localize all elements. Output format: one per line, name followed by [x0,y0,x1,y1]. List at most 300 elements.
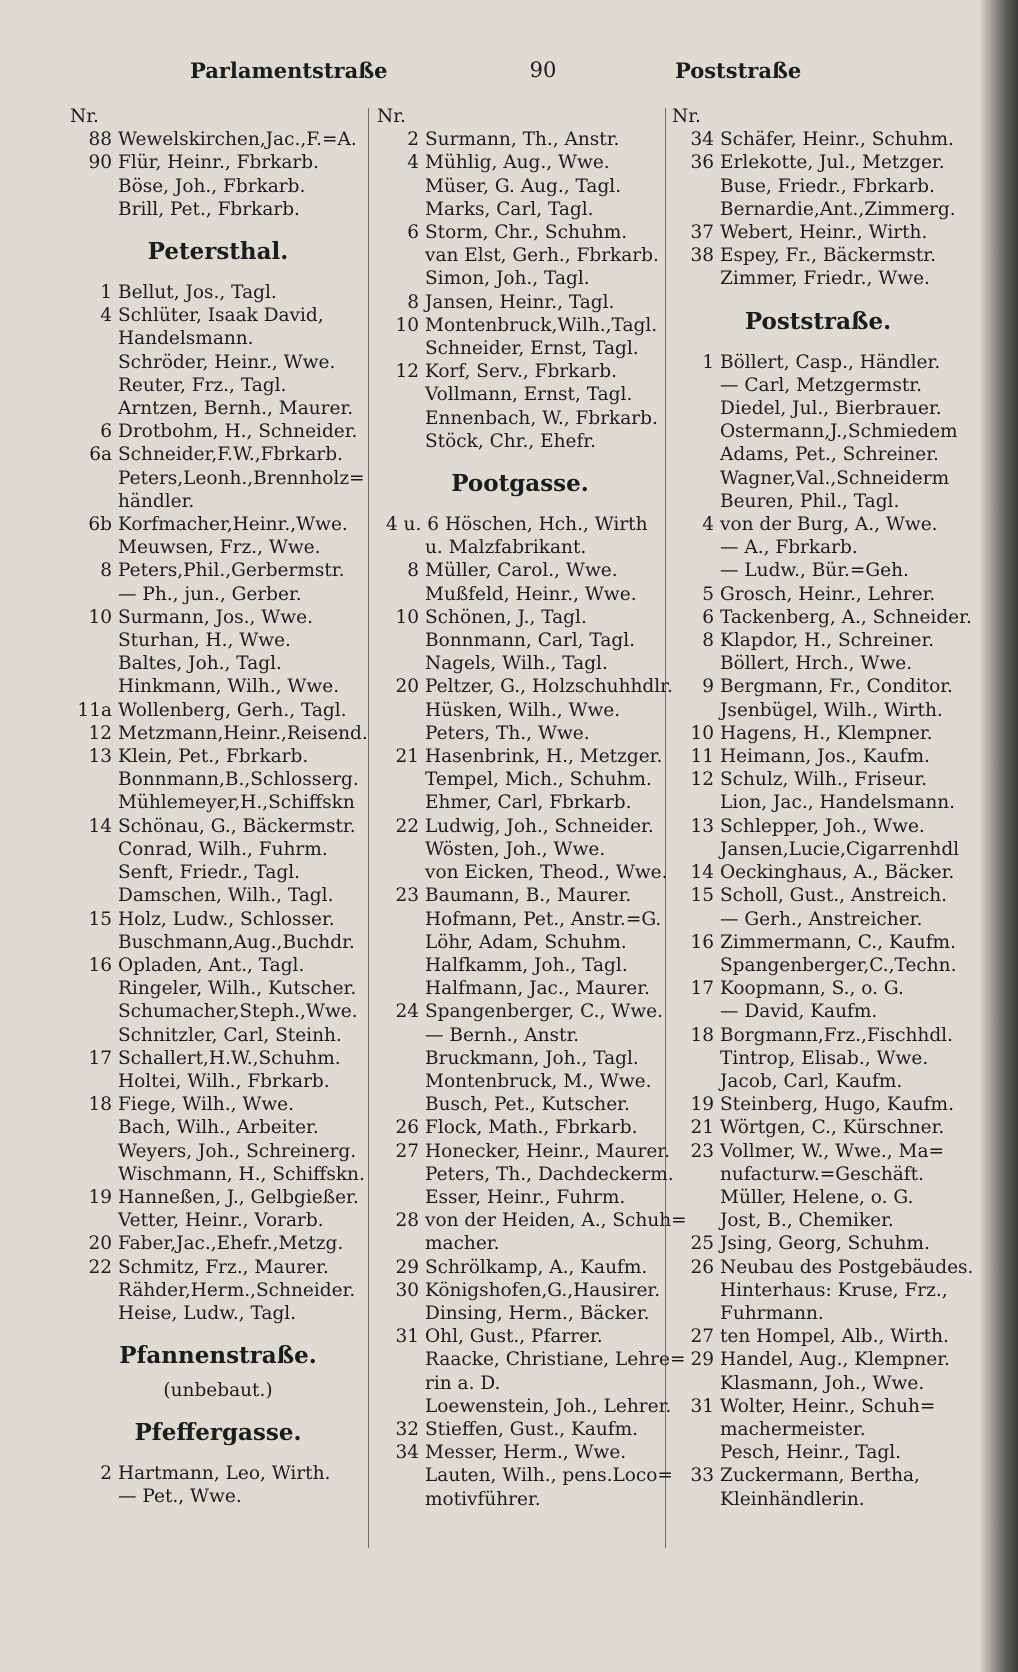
resident-text: — Gerh., Anstreicher. [720,908,923,930]
resident-text: Böllert, Casp., Händler. [720,351,941,373]
resident-text: Diedel, Jul., Bierbrauer. [720,398,942,420]
list-item [670,536,966,559]
list-item [375,360,665,383]
list-item [68,490,368,513]
resident-text: Ehmer, Carl, Fbrkarb. [425,792,632,814]
resident-text: Erlekotte, Jul., Metzger. [720,152,945,174]
list-item [670,1372,966,1395]
resident-text: Müller, Helene, o. G. [720,1186,914,1208]
resident-text: Schmitz, Frz., Maurer. [118,1256,329,1278]
resident-text: Schnitzler, Carl, Steinh. [118,1024,342,1046]
resident-text: Wörtgen, C., Kürschner. [720,1117,945,1139]
resident-text: Buschmann,Aug.,Buchdr. [118,931,355,953]
list-item [670,768,966,791]
resident-text: macher. [425,1233,500,1255]
house-number: 12 [88,722,112,744]
list-item [375,1000,665,1023]
resident-text: Ennenbach, W., Fbrkarb. [425,407,658,429]
list-item [68,768,368,791]
list-item [375,383,665,406]
list-item [670,1395,966,1418]
resident-text: Meuwsen, Frz., Wwe. [118,537,321,559]
resident-text: Adams, Pet., Schreiner. [720,444,939,466]
header-right-street: Poststraße [675,58,802,83]
resident-text: Jsing, Georg, Schuhm. [720,1233,930,1255]
list-item [375,1070,665,1093]
resident-text: Schneider, Ernst, Tagl. [425,338,639,360]
list-item [68,1163,368,1186]
resident-text: Hasenbrink, H., Metzger. [425,746,663,768]
resident-text: Bellut, Jos., Tagl. [118,282,277,304]
house-number: 6b [88,514,112,536]
list-item [670,397,966,420]
list-item [375,1093,665,1116]
resident-text: machermeister. [720,1418,866,1440]
column-divider-2 [665,108,666,1548]
house-number: 4 [407,152,419,174]
list-item [670,1000,966,1023]
resident-text: Mühlemeyer,H.,Schiffskn [118,792,355,814]
list-item [670,1464,966,1487]
resident-text: Rähder,Herm.,Schneider. [118,1279,356,1301]
list-item [68,1093,368,1116]
list-item [375,583,665,606]
resident-text: Schönen, J., Tagl. [425,606,587,628]
resident-text: Peltzer, G., Holzschuhhdlr. [425,676,673,698]
list-item [670,699,966,722]
house-number: 8 [100,560,112,582]
resident-text: Bonnmann, Carl, Tagl. [425,630,636,652]
resident-text: Holtei, Wilh., Fbrkarb. [118,1070,330,1092]
house-number: 19 [690,1094,714,1116]
list-item [670,861,966,884]
list-item [670,1140,966,1163]
resident-text: Schlepper, Joh., Wwe. [720,815,925,837]
resident-text: Baumann, B., Maurer. [425,885,632,907]
house-number: 33 [690,1465,714,1487]
resident-text: Montenbruck, M., Wwe. [425,1070,652,1092]
resident-text: Heimann, Jos., Kaufm. [720,746,930,768]
resident-text: Buse, Friedr., Fbrkarb. [720,175,935,197]
resident-text: Metzmann,Heinr.,Reisend. [118,722,368,744]
house-number: 12 [395,361,419,383]
house-number: 4 [702,514,714,536]
resident-text: Sturhan, H., Wwe. [118,630,291,652]
page-edge-shadow [980,0,1018,1672]
list-item [670,629,966,652]
list-item [375,1348,686,1371]
resident-text: Schönau, G., Bäckermstr. [118,815,356,837]
list-item [375,1116,665,1139]
house-number: 21 [395,746,419,768]
resident-text: Holz, Ludw., Schlosser. [118,908,335,930]
list-item [375,430,665,453]
resident-text: Halfkamm, Joh., Tagl. [425,954,628,976]
resident-text: Surmann, Jos., Wwe. [118,606,313,628]
resident-text: nufacturw.=Geschäft. [720,1163,924,1185]
house-number: 20 [395,676,419,698]
list-item [670,420,966,443]
house-number: 5 [702,583,714,605]
house-number: 23 [395,885,419,907]
entry-list [375,536,687,1511]
list-item [670,1279,966,1302]
entry-list [68,1462,368,1508]
resident-text: Spangenberger,C.,Techn. [720,954,957,976]
resident-text: Hartmann, Leo, Wirth. [118,1463,331,1485]
list-item [68,1140,368,1163]
list-item [670,151,966,174]
resident-text: Hagens, H., Klempner. [720,722,933,744]
resident-text: Schröder, Heinr., Wwe. [118,351,336,373]
list-item [670,1070,966,1093]
resident-text: Jsenbügel, Wilh., Wirth. [720,699,943,721]
resident-text: Wollenberg, Gerh., Tagl. [118,699,347,721]
resident-text: Faber,Jac.,Ehefr.,Metzg. [118,1233,344,1255]
resident-text: Jost, B., Chemiker. [720,1210,894,1232]
list-item [375,745,665,768]
entry-list [670,128,966,290]
resident-text: Ohl, Gust., Pfarrer. [425,1326,603,1348]
house-number: 6 [702,606,714,628]
list-item [375,244,665,267]
resident-text: Flür, Heinr., Fbrkarb. [118,152,319,174]
resident-text: Storm, Chr., Schuhm. [425,222,628,244]
list-item [375,629,665,652]
resident-text: Ludwig, Joh., Schneider. [425,815,654,837]
list-item [68,1462,368,1485]
resident-text: — Carl, Metzgermstr. [720,374,922,396]
resident-text: Montenbruck,Wilh.,Tagl. [425,314,658,336]
list-item [375,198,665,221]
resident-text: Halfmann, Jac., Maurer. [425,978,650,1000]
list-item [375,337,665,360]
house-number: 22 [395,815,419,837]
house-number: 30 [395,1279,419,1301]
house-number: 28 [395,1210,419,1232]
entry-list [68,128,368,221]
list-item [375,652,665,675]
resident-text: Stöck, Chr., Ehefr. [425,430,597,452]
list-item [68,175,368,198]
list-item [375,128,665,151]
list-item [670,175,966,198]
list-item [670,815,966,838]
house-number: 24 [395,1001,419,1023]
house-number: 19 [88,1186,112,1208]
house-number: 2 [100,1463,112,1485]
list-item [68,443,368,466]
resident-text: Pesch, Heinr., Tagl. [720,1442,902,1464]
resident-text: von Eicken, Theod., Wwe. [425,862,668,884]
resident-text: Korf, Serv., Fbrkarb. [425,361,617,383]
house-number: 31 [690,1395,714,1417]
page-header [60,58,965,92]
resident-text: Reuter, Frz., Tagl. [118,374,287,396]
list-item [670,745,966,768]
resident-text: Schulz, Wilh., Friseur. [720,769,928,791]
house-number: 13 [88,746,112,768]
list-item [68,1485,368,1508]
list-item [375,1464,673,1487]
resident-text: Heise, Ludw., Tagl. [118,1302,297,1324]
list-item [670,1348,966,1371]
list-item [68,745,368,768]
resident-text: Scholl, Gust., Anstreich. [720,885,948,907]
resident-text: Böllert, Hrch., Wwe. [720,653,913,675]
resident-text: Korfmacher,Heinr.,Wwe. [118,514,348,536]
resident-text: Jansen,Lucie,Cigarrenhdl [720,838,960,860]
resident-text: Vollmer, W., Wwe., Ma= [720,1140,945,1162]
list-item [670,267,966,290]
resident-text: Wewelskirchen,Jac.,F.=A. [118,129,357,151]
list-item [68,1047,368,1070]
resident-text: von der Heiden, A., Schuh= [425,1210,687,1232]
house-number: 90 [88,152,112,174]
resident-text: Borgmann,Frz.,Fischhdl. [720,1024,953,1046]
resident-text: — Ph., jun., Gerber. [118,583,302,605]
house-number: 10 [690,722,714,744]
list-item [670,1209,966,1232]
list-item [375,1441,665,1464]
house-number: 16 [88,954,112,976]
list-item [670,675,966,698]
list-item [375,1140,670,1163]
list-item [670,1325,966,1348]
resident-text: Wolter, Heinr., Schuh= [720,1395,936,1417]
resident-text: Höschen, Hch., Wirth [445,514,648,536]
section-title-pfeffergasse: Pfeffergasse. [134,1419,302,1447]
list-item [670,1024,966,1047]
resident-text: von der Burg, A., Wwe. [720,514,938,536]
list-item [670,1232,966,1255]
house-number: 1 [100,282,112,304]
list-item [375,1302,665,1325]
list-item [670,977,966,1000]
house-number: 4 u. 6 [385,514,439,536]
list-item [375,931,665,954]
list-item [670,1116,966,1139]
house-number: 10 [88,606,112,628]
list-item [68,1070,368,1093]
list-item [375,221,665,244]
resident-text: händler. [118,490,195,512]
nr-label: Nr. [70,106,99,127]
list-item [68,954,368,977]
section-note: (unbebaut.) [163,1380,273,1402]
house-number: 12 [690,769,714,791]
list-item [670,1441,966,1464]
list-item [670,374,966,397]
resident-text: van Elst, Gerh., Fbrkarb. [425,245,659,267]
list-item [68,304,368,327]
list-item [68,977,368,1000]
list-item [670,351,966,374]
resident-text: Ringeler, Wilh., Kutscher. [118,978,357,1000]
resident-text: Conrad, Wilh., Fuhrm. [118,838,328,860]
list-item [375,536,665,559]
list-item [375,675,673,698]
list-item [375,768,665,791]
list-item [375,791,665,814]
house-number: 27 [690,1326,714,1348]
list-item [375,815,665,838]
resident-text: Esser, Heinr., Fuhrm. [425,1186,626,1208]
resident-text: Weyers, Joh., Schreinerg. [118,1140,357,1162]
list-item [375,1256,665,1279]
house-number: 25 [690,1233,714,1255]
list-item [375,1488,665,1511]
list-item [670,652,966,675]
resident-text: Bernardie,Ant.,Zimmerg. [720,198,956,220]
list-item [68,699,368,722]
list-item [670,884,966,907]
list-item [375,1395,672,1418]
house-number: 14 [88,815,112,837]
house-number: 6 [407,222,419,244]
list-item [375,1186,665,1209]
resident-text: Schäfer, Heinr., Schuhm. [720,129,954,151]
list-item [375,977,665,1000]
header-left-street: Parlamentstraße [190,58,388,83]
house-number: 10 [395,606,419,628]
resident-text: Loewenstein, Joh., Lehrer. [425,1395,672,1417]
resident-text: Peters, Th., Wwe. [425,722,590,744]
list-item [670,1093,966,1116]
resident-text: Beuren, Phil., Tagl. [720,490,900,512]
house-number: 27 [395,1140,419,1162]
resident-text: Neubau des Postgebäudes. [720,1256,974,1278]
resident-text: Fuhrmann. [720,1302,824,1324]
house-number: 6a [89,444,112,466]
entry-list [670,351,974,1511]
column-1 [68,105,368,1509]
resident-text: Schumacher,Steph.,Wwe. [118,1001,358,1023]
list-item [375,1279,665,1302]
list-item [670,931,966,954]
list-item [375,175,665,198]
resident-text: ten Hompel, Alb., Wirth. [720,1326,949,1348]
list-item [68,815,368,838]
resident-text: Spangenberger, C., Wwe. [425,1001,663,1023]
resident-text: Stieffen, Gust., Kaufm. [425,1418,639,1440]
resident-text: Marks, Carl, Tagl. [425,198,594,220]
list-item [375,908,665,931]
list-item [68,351,368,374]
house-number: 26 [395,1117,419,1139]
section-title-poststrasse: Poststraße. [744,307,892,335]
list-item [670,1418,966,1441]
list-item [375,954,665,977]
list-item [68,583,368,606]
house-number: 8 [407,560,419,582]
resident-text: Handelsmann. [118,328,254,350]
resident-text: Grosch, Heinr., Lehrer. [720,583,936,605]
list-item [68,198,368,221]
house-number: 36 [690,152,714,174]
list-item [68,397,368,420]
house-number: 20 [88,1233,112,1255]
house-number: 23 [690,1140,714,1162]
resident-text: Simon, Joh., Tagl. [425,268,590,290]
house-number: 34 [690,129,714,151]
resident-text: Webert, Heinr., Wirth. [720,222,928,244]
resident-text: Flock, Math., Fbrkarb. [425,1117,638,1139]
list-item [68,1256,368,1279]
resident-text: Vollmann, Ernst, Tagl. [425,384,633,406]
list-item [375,1163,674,1186]
resident-text: rin a. D. [425,1372,501,1394]
column-divider-1 [368,108,369,1548]
resident-text: Löhr, Adam, Schuhm. [425,931,627,953]
list-item [375,151,665,174]
list-item [68,1279,368,1302]
house-number: 17 [690,978,714,1000]
list-item [375,1024,665,1047]
resident-text: Brill, Pet., Fbrkarb. [118,198,300,220]
resident-text: Honecker, Heinr., Maurer. [425,1140,670,1162]
resident-text: Königshofen,G.,Hausirer. [425,1279,661,1301]
resident-text: — David, Kaufm. [720,1001,878,1023]
resident-text: Schallert,H.W.,Schuhm. [118,1047,341,1069]
resident-text: Hinterhaus: Kruse, Frz., [720,1279,948,1301]
house-number: 6 [100,421,112,443]
resident-text: Surmann, Th., Anstr. [425,129,620,151]
section-title-petersthal: Petersthal. [147,238,289,266]
list-item [375,559,665,582]
resident-text: Klapdor, H., Schreiner. [720,630,935,652]
resident-text: Drotbohm, H., Schneider. [118,421,358,443]
list-item [375,722,665,745]
column-2 [375,105,687,1511]
house-number: 34 [395,1442,419,1464]
list-item [375,1418,665,1441]
list-item [670,1047,966,1070]
house-number: 16 [690,931,714,953]
resident-text: Opladen, Ant., Tagl. [118,954,305,976]
resident-text: Messer, Herm., Wwe. [425,1442,627,1464]
resident-text: Wischmann, H., Schiffskn. [118,1163,365,1185]
resident-text: Schneider,F.W.,Fbrkarb. [118,444,343,466]
entry-list [68,281,368,1325]
list-item [68,1186,368,1209]
house-number: 1 [702,351,714,373]
house-number: 11a [77,699,112,721]
list-item [670,606,972,629]
page-number: 90 [529,58,557,82]
list-item [68,1000,368,1023]
nr-label: Nr. [672,106,701,127]
resident-text: Hinkmann, Wilh., Wwe. [118,676,340,698]
list-item [670,1163,966,1186]
list-item [68,629,368,652]
list-item [68,420,368,443]
list-item [375,314,665,337]
house-number: 18 [88,1094,112,1116]
list-item [68,536,368,559]
resident-text: Jacob, Carl, Kaufm. [720,1070,903,1092]
resident-text: Steinberg, Hugo, Kaufm. [720,1094,954,1116]
resident-text: — Ludw., Bür.=Geh. [720,560,909,582]
resident-text: Müser, G. Aug., Tagl. [425,175,622,197]
nr-label: Nr. [377,106,406,127]
list-item [375,884,665,907]
resident-text: Dinsing, Herm., Bäcker. [425,1302,650,1324]
list-item [670,490,966,513]
resident-text: Damschen, Wilh., Tagl. [118,885,334,907]
resident-text: Schrölkamp, A., Kaufm. [425,1256,648,1278]
resident-text: Fiege, Wilh., Wwe. [118,1094,295,1116]
